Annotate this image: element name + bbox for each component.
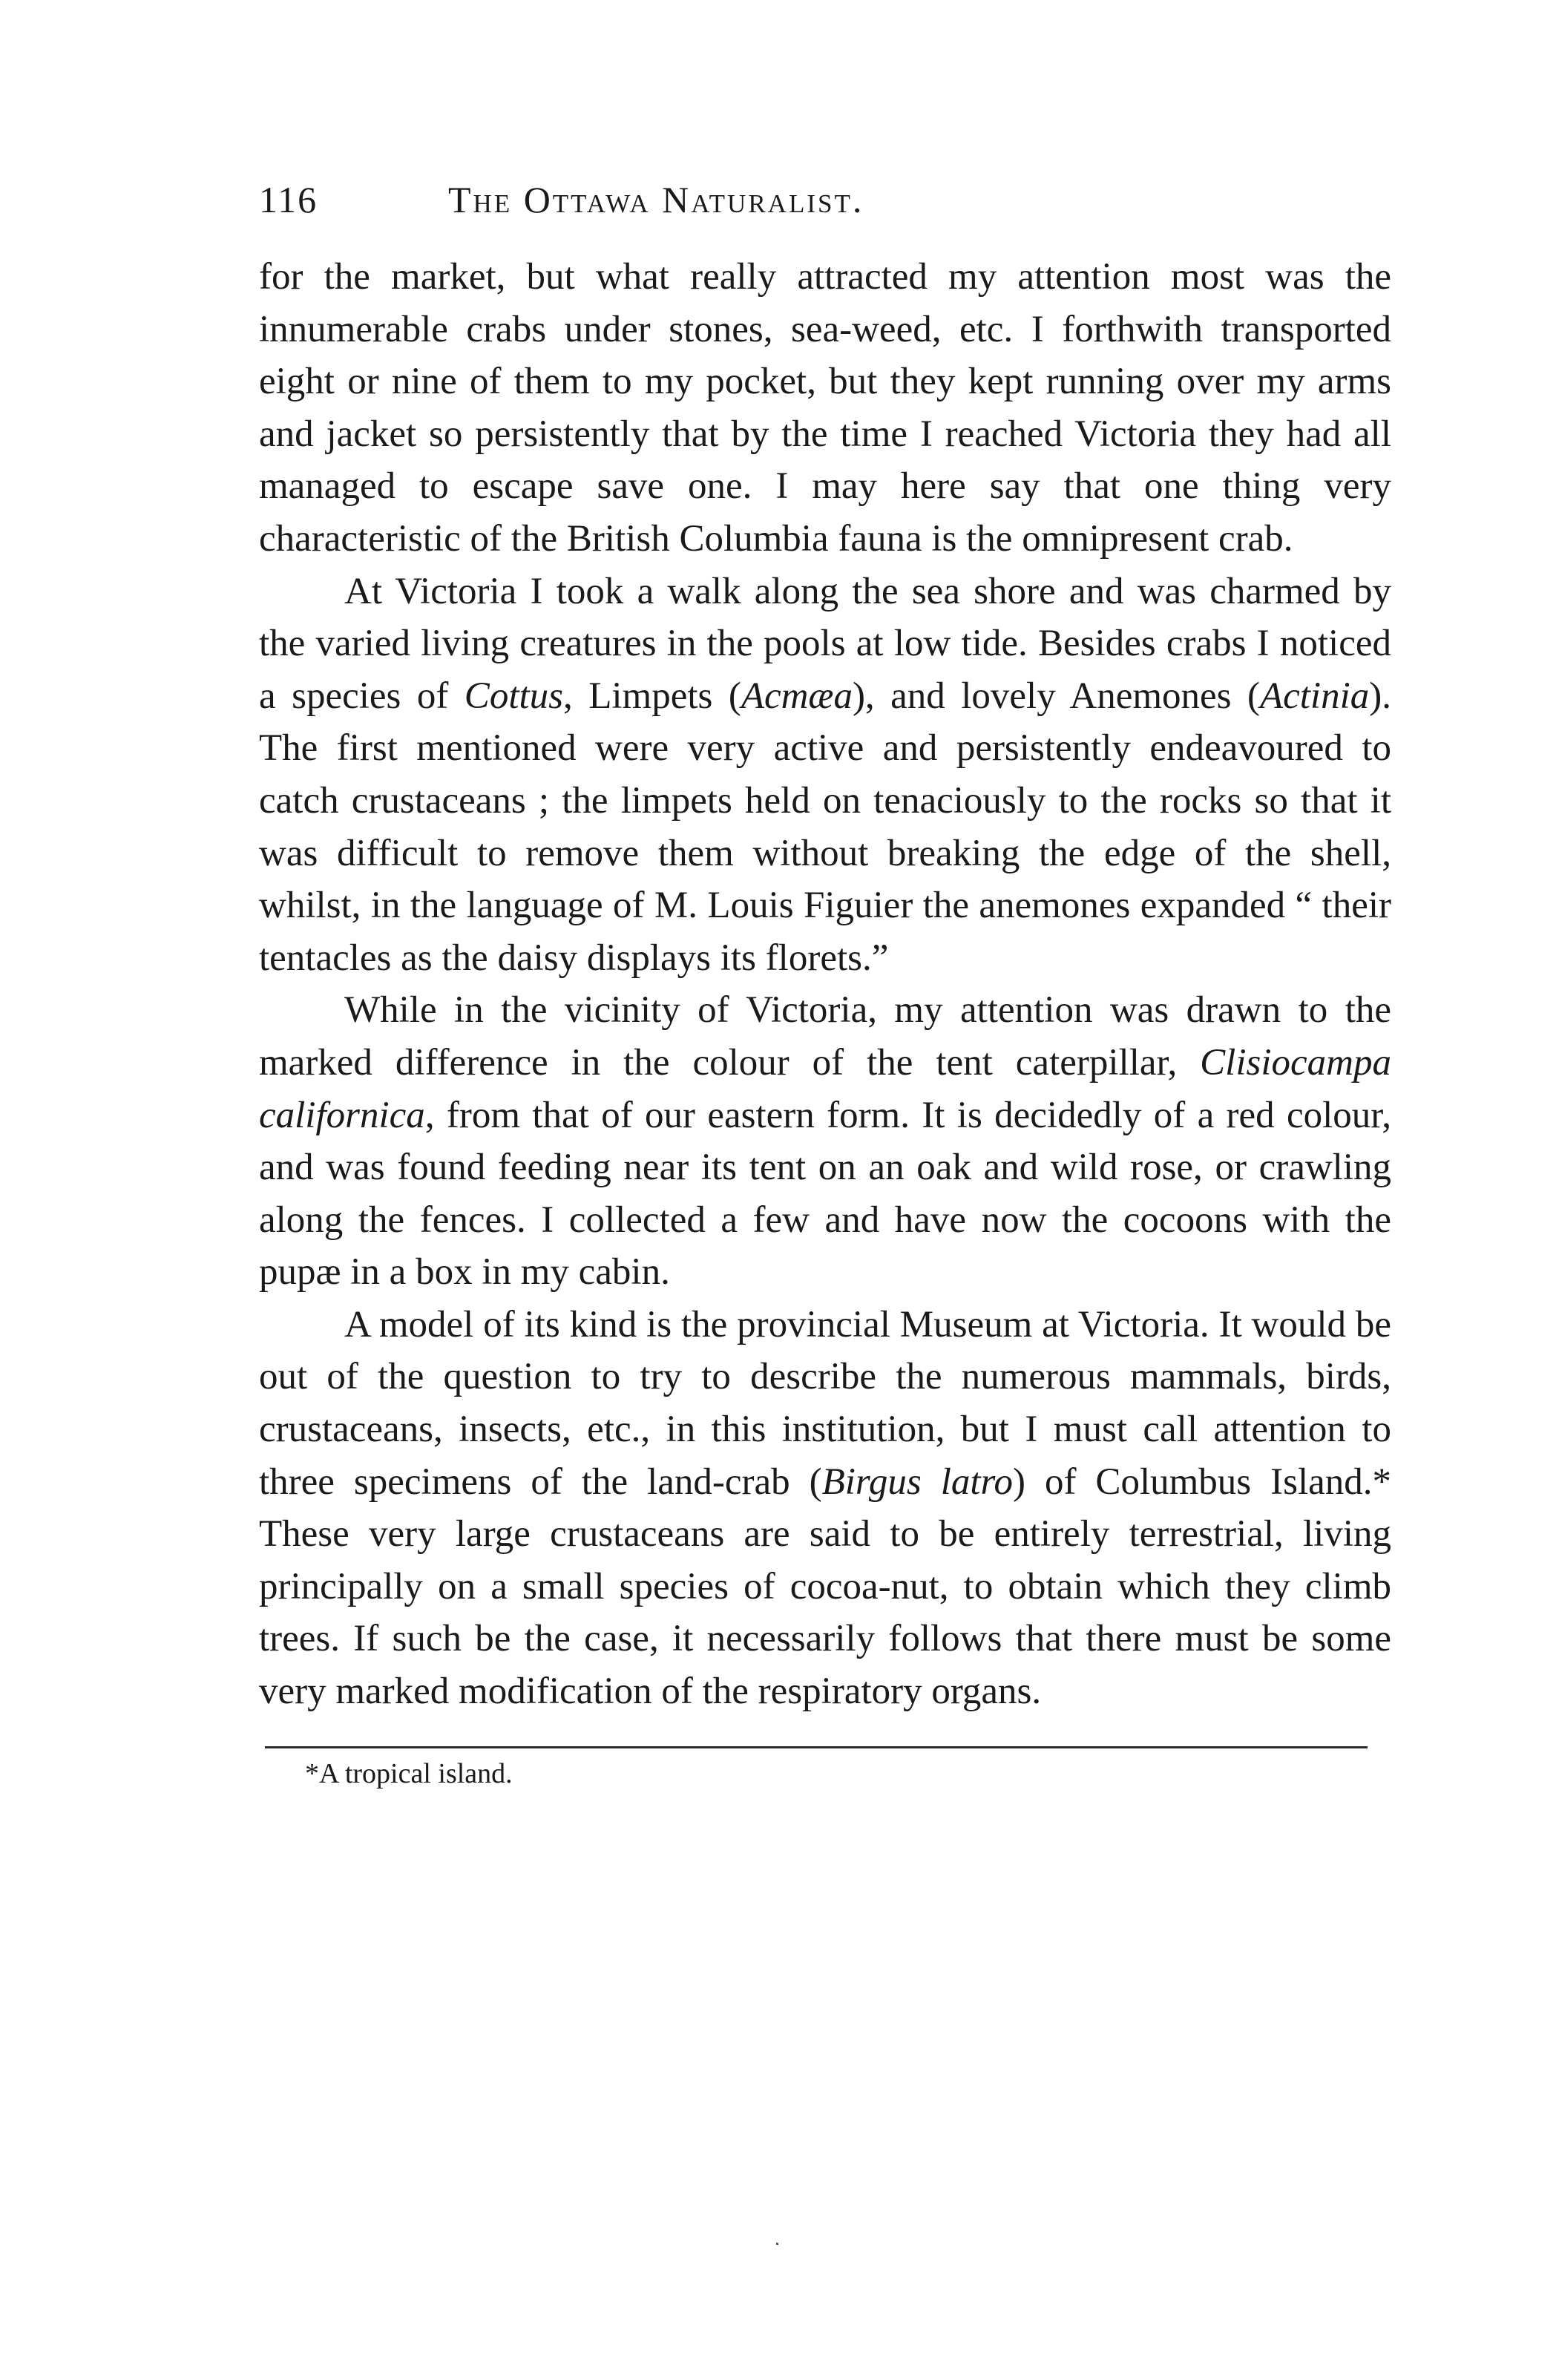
paragraph-1 — [259, 251, 1391, 566]
footnote-rule — [265, 1746, 1368, 1748]
taxon-acmaea: Acmæa — [741, 675, 853, 717]
taxon-actinia: Actinia — [1259, 675, 1370, 717]
paragraph-2-part-b: , Limpets ( — [563, 675, 741, 717]
paragraph-3 — [259, 984, 1391, 1299]
taxon-clisiocampa: Clisiocampa californica — [259, 1041, 1391, 1136]
paragraph-4-part-a: A model of its kind is the provincial Museum at Victoria. It would be out of the question to try to describe the numerous mammals, birds, crustaceans, insects, etc., in this institution, but I must call attention to three specimens of the land-crab ( — [259, 1303, 1391, 1503]
paragraph-1-text: for the market, but what really attracted my attention most was the innumerable crabs under stones, sea-weed, etc. I forthwith transported eight or nine of them to my pocket, but they kept running over my arms and jacket so persistently that by the time I reached Victoria they had all managed to escape save one. I may here say that one thing very characteristic of the British Columbia fauna is the omnipresent crab. — [259, 256, 1391, 560]
paragraph-4-part-b: ) of Columbus Island.* These very large crustaceans are said to be entirely terrestrial, living principally on a small species of cocoa-nut, to obtain which they climb trees. If such be the case, it necessarily follows that there must be some very marked modification of the respiratory organs. — [259, 1461, 1391, 1713]
footnote — [305, 1754, 1391, 1793]
paragraph-4 — [259, 1299, 1391, 1718]
paragraph-2-part-a: At Victoria I took a walk along the sea shore and was charmed by the varied living creatures in the pools at low tide. Besides crabs I noticed a species of — [259, 570, 1391, 717]
page-number: 116 — [259, 179, 318, 220]
paragraph-3-part-a: While in the vicinity of Victoria, my attention was drawn to the marked difference in the colour of the tent caterpillar, — [259, 989, 1391, 1084]
running-head — [259, 178, 1391, 237]
footnote-text: *A tropical island. — [305, 1757, 513, 1789]
body-text — [259, 251, 1391, 1718]
paragraph-2-part-c: ), and lovely Anemones ( — [852, 675, 1260, 717]
taxon-cottus: Cottus — [464, 675, 563, 717]
paragraph-2-part-d: ). The first mentioned were very active and persistently endeavoured to catch crustaceans ; the limpets held on tenaciously to the rocks so that it was difficult to remove them without breaking the edge of the shell, whilst, in the language of M. Louis Figuier the anemones expanded “ their tentacles as the daisy displays its florets.” — [259, 675, 1391, 979]
journal-title: The Ottawa Naturalist. — [448, 179, 864, 220]
taxon-birgus-latro: Birgus latro — [821, 1461, 1013, 1503]
book-page — [259, 178, 1391, 1793]
paragraph-2 — [259, 566, 1391, 985]
paragraph-3-part-b: , from that of our eastern form. It is decidedly of a red colour, and was found feeding near its tent on an oak and wild rose, or crawling along the fences. I collected a few and have now the cocoons with the pupæ in a box in my cabin. — [259, 1094, 1391, 1294]
print-speck — [776, 2243, 778, 2245]
